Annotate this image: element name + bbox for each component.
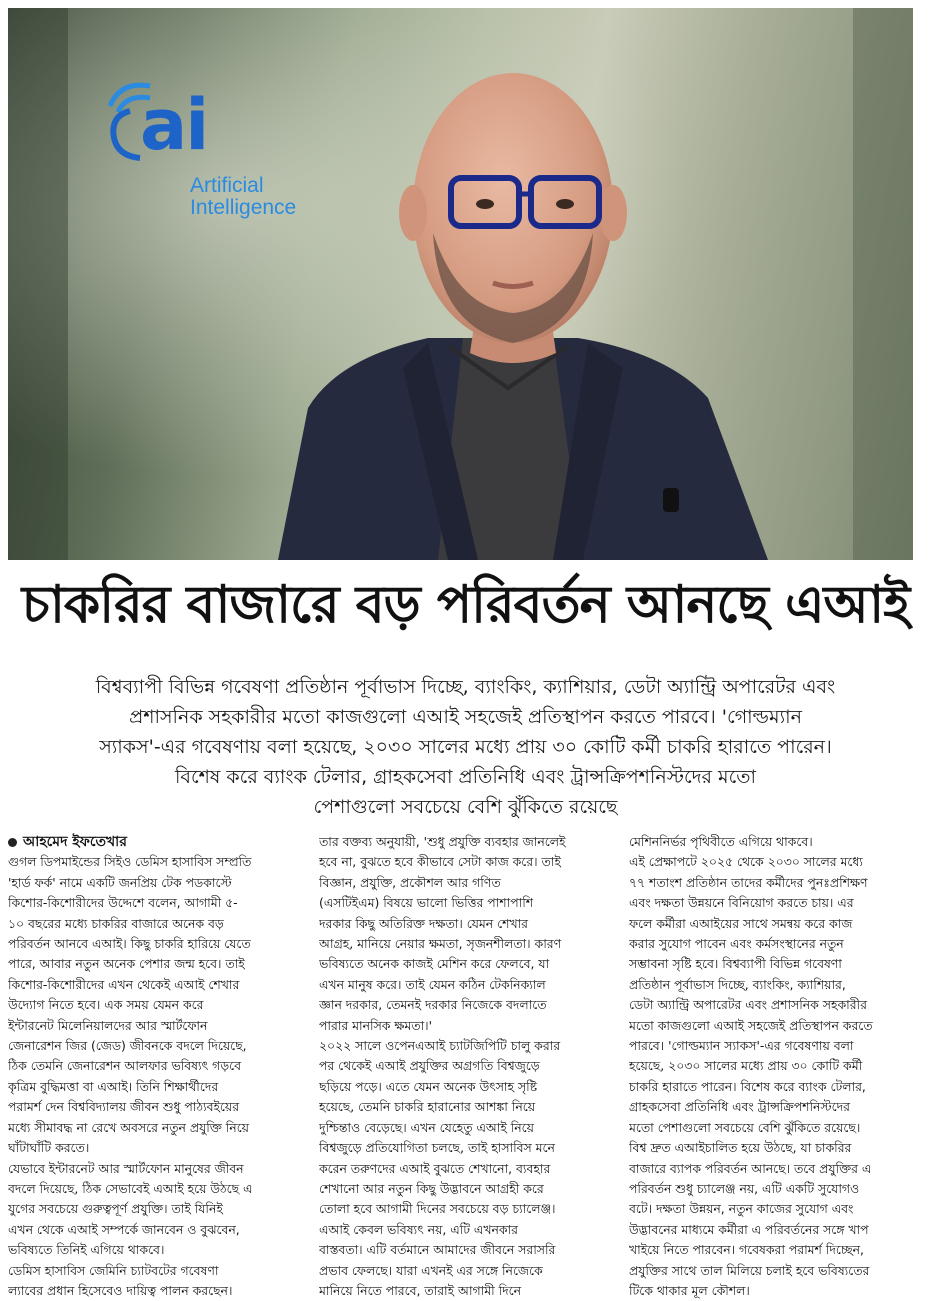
body-line: হবে না, বুঝতে হবে কীভাবে সেটা কাজ করে। তাই [319, 854, 561, 870]
body-line: পরিবর্তন শুধু চ্যালেঞ্জ নয়, এটি একটি সুযোগও [629, 1180, 860, 1196]
body-line: ছড়িয়ে পড়ে। এতে যেমন অনেক উৎসাহ সৃষ্টি [319, 1078, 538, 1094]
headline: চাকরির বাজারে বড় পরিবর্তন আনছে এআই [21, 574, 910, 635]
body-line: এই প্রেক্ষাপটে ২০২৫ থেকে ২০৩০ সালের মধ্যে [629, 854, 863, 870]
body-line: মতো পেশাগুলো সবচেয়ে বেশি ঝুঁকিতে রয়েছে। [629, 1119, 861, 1135]
body-line: ফলে কর্মীরা এআইয়ের সাথে সমন্বয় করে কাজ [629, 915, 853, 931]
body-line: কিশোর-কিশোরীদের উদ্দেশে বলেন, আগামী ৫- [8, 895, 238, 911]
body-line: সম্ভাবনা সৃষ্টি হবে। বিশ্বব্যাপী বিভিন্ন গবেষণা [629, 956, 842, 972]
hero-photo [8, 8, 913, 560]
body-line: পারে, আবার নতুন অনেক পেশার জন্ম হবে। তাই [8, 956, 245, 972]
byline [8, 832, 304, 852]
ai-logo [100, 76, 320, 226]
body-line: ভবিষ্যতে তিনিই এগিয়ে থাকবে। [8, 1242, 165, 1258]
body-line: এআই কেবল ভবিষ্যৎ নয়, এটি এখনকার [319, 1221, 518, 1237]
body-line: বাজারে ব্যাপক পরিবর্তন আনছে। তবে প্রযুক্তির এ [629, 1160, 872, 1176]
body-line: হয়েছে, তেমনি চাকরি হারানোর আশঙ্কা নিয়ে [319, 1099, 535, 1115]
body-line: প্রভাব ফেলছে। যারা এখনই এর সঙ্গে নিজেকে [319, 1262, 543, 1278]
article-column-2 [319, 832, 615, 1301]
body-line: করার সুযোগ পাবেন এবং কর্মসংস্থানের নতুন [629, 936, 844, 952]
body-line: ২০২২ সালে ওপেনএআই চ্যাটজিপিটি চালু করার [319, 1038, 561, 1054]
body-line: আগ্রহ, মানিয়ে নেয়ার ক্ষমতা, সৃজনশীলতা। কারণ [319, 936, 562, 952]
body-line: এখন মানুষ করে। তাই যেমন কঠিন টেকনিক্যাল [319, 976, 546, 992]
bullet-icon [8, 838, 17, 847]
lead-line: প্রশাসনিক সহকারীর মতো কাজগুলো এআই সহজেই প্রতিস্থাপন করতে পারবে। 'গোল্ডম্যান [129, 706, 802, 728]
body-line: 'হার্ড ফর্ক' নামে একটি জনপ্রিয় টেক পডকাস্টে [8, 874, 232, 890]
body-line: ঘাঁটাঘাঁটি করতে। [8, 1140, 90, 1156]
body-line: পারার মানসিক ক্ষমতা।' [319, 1017, 433, 1033]
body-line: ভবিষ্যতে অনেক কাজই মেশিন করে ফেলবে, যা [319, 956, 550, 972]
body-line: শেখানো আর নতুন কিছু উদ্ভাবনে আগ্রহী করে [319, 1180, 544, 1196]
article-column-1 [8, 832, 304, 1301]
body-line: টিকে থাকার মূল কৌশল। [629, 1282, 750, 1298]
body-line: জেনারেশন জির (জেড) জীবনকে বদলে দিয়েছে, [8, 1038, 247, 1054]
body-line: কৃত্রিম বুদ্ধিমত্তা বা এআই। তিনি শিক্ষার্থীদের [8, 1078, 219, 1094]
body-line: জ্ঞান দরকার, তেমনই দরকার নিজেকে বদলাতে [319, 997, 547, 1013]
body-line: যেভাবে ইন্টারনেট আর স্মার্টফোন মানুষের জীবন [8, 1160, 244, 1176]
body-line: গ্রাহকসেবা প্রতিনিধি এবং ট্রান্সক্রিপশনিস্টদের [629, 1099, 850, 1115]
body-line: উদ্ভাবনের মাধ্যমে কর্মীরা এ পরিবর্তনের সঙ্গে খাপ [629, 1221, 869, 1237]
body-line: বিশ্বজুড়ে প্রতিযোগিতা চলছে, তাই হাসাবিস মনে [319, 1140, 555, 1156]
body-line: মেশিননির্ভর পৃথিবীতে এগিয়ে থাকবে। [629, 834, 813, 849]
body-line: এখন থেকে এআই সম্পর্কে জানবেন ও বুঝবেন, [8, 1221, 240, 1237]
logo-line-2: Intelligence [190, 196, 297, 219]
body-line: ১০ বছরের মধ্যে চাকরির বাজারে অনেক বড় [8, 915, 224, 931]
lead-line: পেশাগুলো সবচেয়ে বেশি ঝুঁকিতে রয়েছে [313, 796, 618, 818]
body-line: পর থেকেই এআই প্রযুক্তির অগ্রগতি বিশ্বজুড়ে [319, 1058, 540, 1074]
body-line: খাইয়ে নিতে পারবেন। গবেষকরা পরামর্শ দিচ্ছেন, [629, 1242, 864, 1258]
body-line: ডেটা অ্যান্ট্রি অপারেটর এবং প্রশাসনিক সহকারীর [629, 997, 867, 1013]
body-line: গুগল ডিপমাইন্ডের সিইও ডেমিস হাসাবিস সম্প্রতি [8, 854, 252, 870]
body-line: যুগের সবচেয়ে গুরুত্বপূর্ণ প্রযুক্তি। তাই যিনিই [8, 1201, 223, 1217]
body-line: হয়েছে, ২০৩০ সালের মধ্যে প্রায় ৩০ কোটি কর্মী [629, 1058, 863, 1074]
body-line: ইন্টারনেট মিলেনিয়ালদের আর স্মার্টফোন [8, 1017, 208, 1033]
body-line: (এসটিইএম) বিষয়ে ভালো ভিত্তির পাশাপাশি [319, 895, 534, 911]
body-line: ল্যাবের প্রধান হিসেবেও দায়িত্ব পালন করছেন। [8, 1282, 233, 1298]
body-line: প্রতিষ্ঠান পূর্বাভাস দিচ্ছে, ব্যাংকিং, ক্যাশিয়ার, [629, 976, 846, 992]
body-line: চাকরি হারাতে পারেন। বিশেষ করে ব্যাংক টেলার, [629, 1078, 866, 1094]
lead-paragraph [14, 672, 917, 822]
logo-mark: ai [140, 84, 208, 166]
body-line: প্রযুক্তির সাথে তাল মিলিয়ে চলাই হবে ভবিষ্যতের [629, 1262, 870, 1278]
body-line: কিশোর-কিশোরীদের এখন থেকেই এআই শেখার [8, 976, 240, 992]
body-line: তার বক্তব্য অনুযায়ী, 'শুধু প্রযুক্তি ব্যবহার জানলেই [319, 834, 566, 849]
body-line: দরকার কিছু অতিরিক্ত দক্ষতা। যেমন শেখার [319, 915, 528, 931]
body-line: বদলে দিয়েছে, ঠিক সেভাবেই এআই হয়ে উঠছে এ [8, 1180, 253, 1196]
lead-line: বিশ্বব্যাপী বিভিন্ন গবেষণা প্রতিষ্ঠান পূর্বাভাস দিচ্ছে, ব্যাংকিং, ক্যাশিয়ার, ডেটা অ্যান্ট্রি অপারেটর এবং [95, 676, 836, 698]
logo-line-1: Artificial [190, 174, 264, 197]
body-line: এবং দক্ষতা উন্নয়নে বিনিয়োগ করতে চায়। এর [629, 895, 854, 911]
body-line: মধ্যে সীমাবদ্ধ না রেখে অবসরে নতুন প্রযুক্তি নিয়ে [8, 1119, 249, 1135]
body-line: পরামর্শ দেন বিশ্ববিদ্যালয় জীবন শুধু পাঠ্যবইয়ের [8, 1099, 240, 1115]
body-line: বিজ্ঞান, প্রযুক্তি, প্রকৌশল আর গণিত [319, 874, 501, 890]
body-line: বিশ্ব দ্রুত এআইচালিত হয়ে উঠছে, যা চাকরির [629, 1140, 852, 1156]
body-line: করেন তরুণদের এআই বুঝতে শেখানো, ব্যবহার [319, 1160, 551, 1176]
body-line: ডেমিস হাসাবিস জেমিনি চ্যাটবটের গবেষণা [8, 1262, 219, 1278]
body-line: মানিয়ে নিতে পারবে, তারাই আগামী দিনে [319, 1282, 521, 1298]
body-line: বটে। দক্ষতা উন্নয়ন, নতুন কাজের সুযোগ এবং [629, 1201, 854, 1217]
lead-line: স্যাকস'-এর গবেষণায় বলা হয়েছে, ২০৩০ সালের মধ্যে প্রায় ৩০ কোটি কর্মী চাকরি হারাতে পারেন। [99, 736, 832, 758]
body-line: ৭৭ শতাংশ প্রতিষ্ঠান তাদের কর্মীদের পুনঃপ্রশিক্ষণ [629, 874, 868, 890]
body-line: উদ্যোগ নিতে হবে। এক সময় যেমন করে [8, 997, 204, 1013]
lead-line: বিশেষ করে ব্যাংক টেলার, গ্রাহকসেবা প্রতিনিধি এবং ট্রান্সক্রিপশনিস্টদের মতো [174, 766, 757, 788]
body-line: দুশ্চিন্তাও বেড়েছে। এখন যেহেতু এআই নিয়ে [319, 1119, 534, 1135]
article-column-3 [629, 832, 925, 1301]
body-line: তোলা হবে আগামী দিনের সবচেয়ে বড় চ্যালেঞ্জ। [319, 1201, 556, 1217]
body-line: বাস্তবতা। এটি বর্তমানে আমাদের জীবনে সরাসরি [319, 1242, 556, 1258]
body-line: পারবে। 'গোল্ডম্যান স্যাকস'-এর গবেষণায় বলা [629, 1038, 854, 1054]
body-line: পরিবর্তন আনবে এআই। কিছু চাকরি হারিয়ে যেতে [8, 936, 251, 952]
author-name: আহমেদ ইফতেখার [23, 834, 127, 850]
body-line: মতো কাজগুলো এআই সহজেই প্রতিস্থাপন করতে [629, 1017, 873, 1033]
body-line: ঠিক তেমনি জেনারেশন আলফার ভবিষ্যৎ গড়বে [8, 1058, 242, 1074]
